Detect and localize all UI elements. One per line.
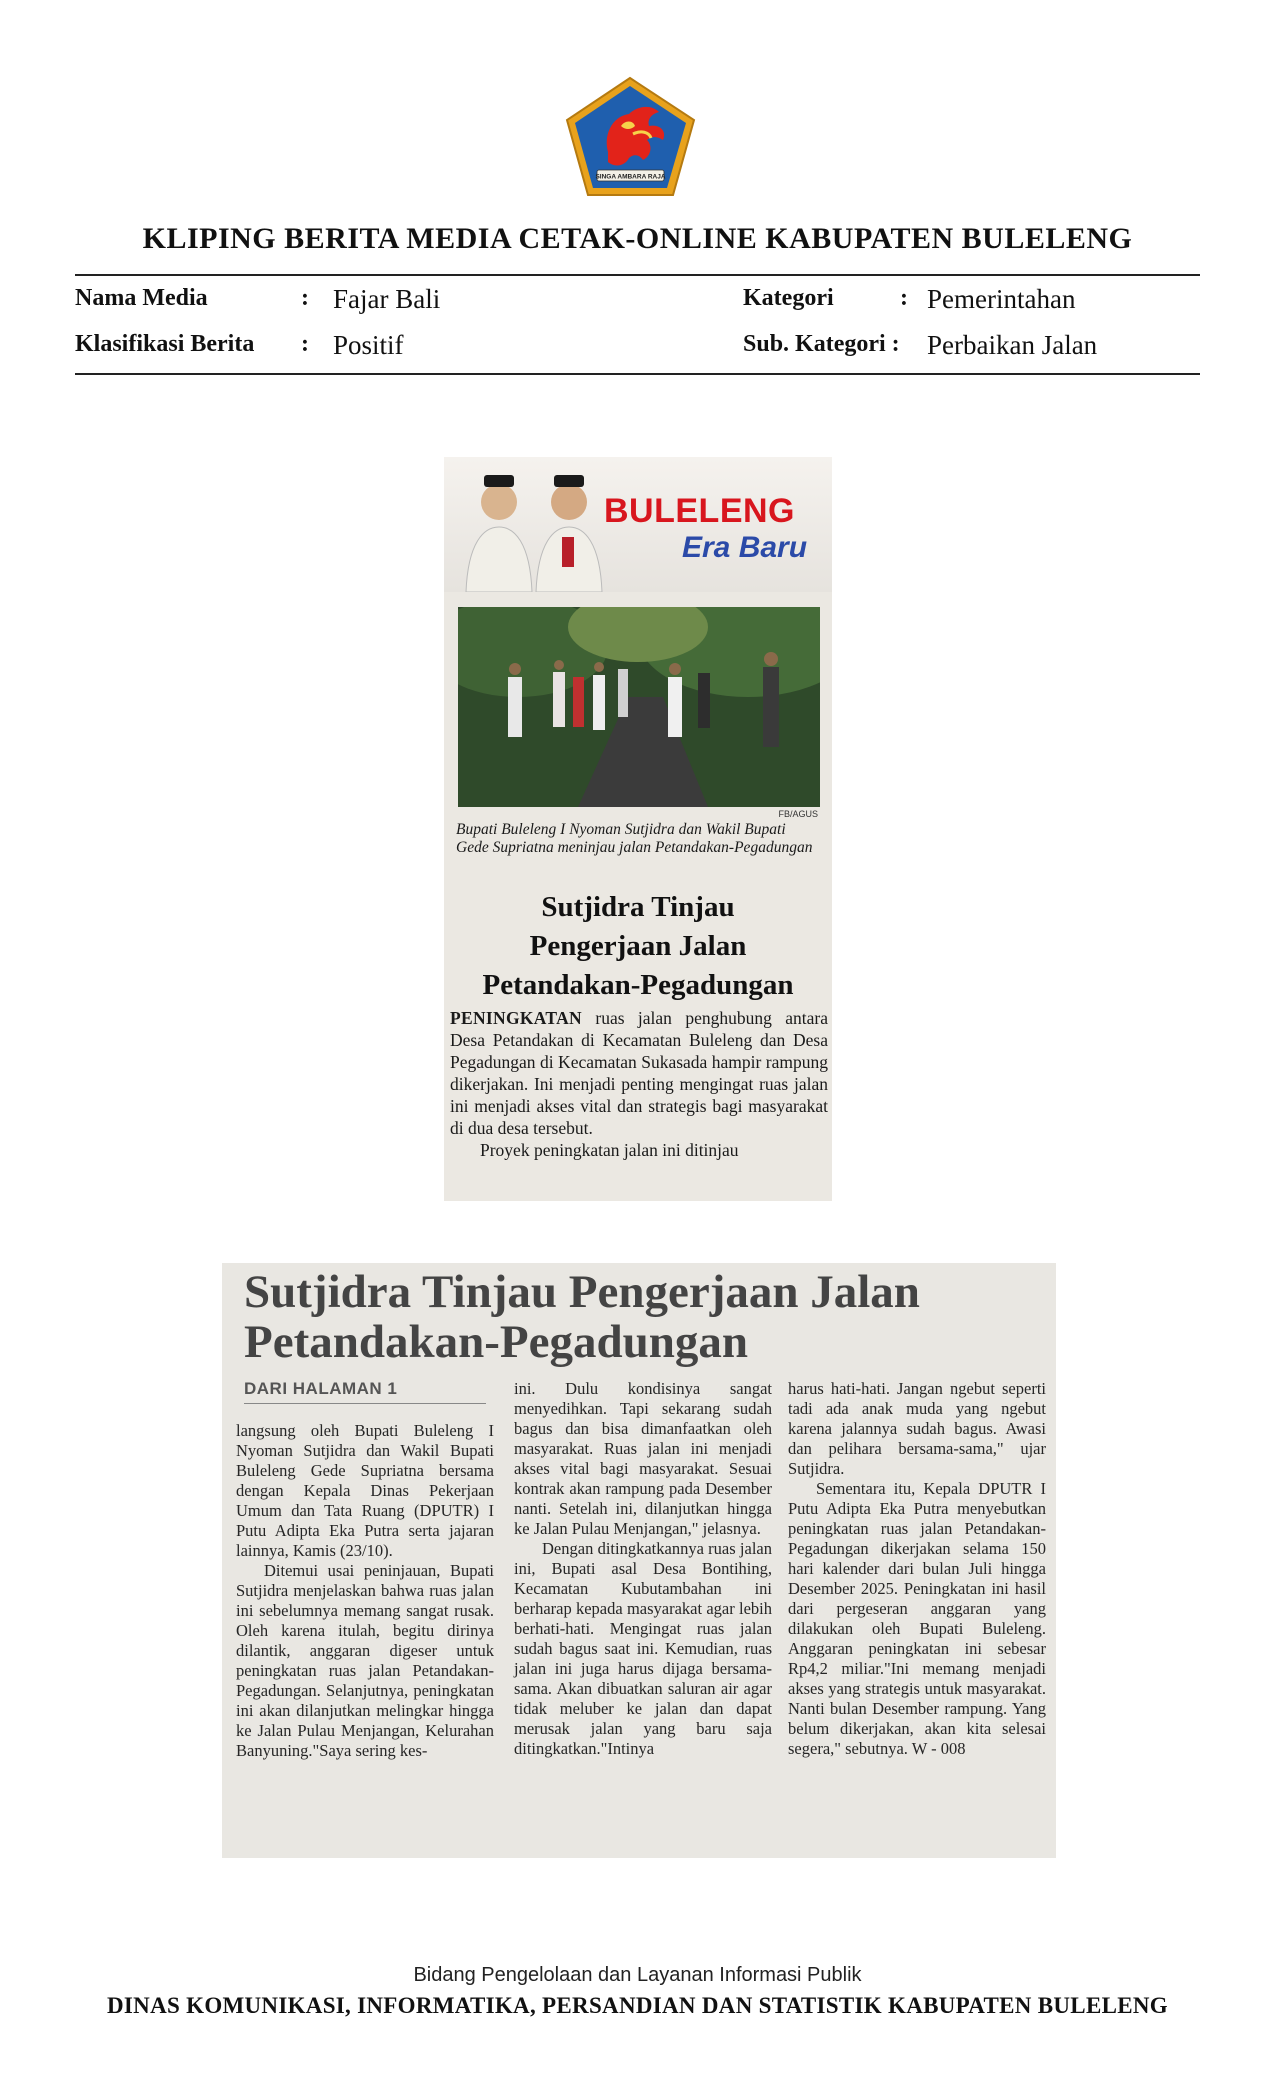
footer-agency: DINAS KOMUNIKASI, INFORMATIKA, PERSANDIAN DAN STATISTIK KABUPATEN BULELENG — [107, 1993, 1168, 2018]
column-1-paragraph-2: Ditemui usai peninjauan, Bupati Sutjidra menjelaskan bahwa ruas jalan ini sebelumnya memang sangat rusak. Oleh karena itulah, begitu dirinya dilantik, anggaran digeser untuk peningkatan ruas jalan Petandakan-Pegadungan. Selanjutnya, peningkatan ini akan dilanjutkan melingkar hingga ke Jalan Pulau Menjangan, Kelurahan Banyuning."Saya sering kes- — [236, 1561, 494, 1760]
top-rule — [75, 274, 1200, 276]
photo-caption: Bupati Buleleng I Nyoman Sutjidra dan Wakil Bupati Gede Supriatna meninjau jalan Petandakan-Pegadungan — [456, 821, 813, 856]
meta-bottom-rule — [75, 373, 1200, 375]
article-body — [450, 1007, 828, 1161]
klasifikasi-colon: : — [301, 331, 309, 357]
subkategori-value: Perbaikan Jalan — [927, 330, 1098, 360]
body-paragraph-1: ruas jalan penghubung antara Desa Petandakan di Kecamatan Buleleng dan Desa Pegadungan di Kecamatan Sukasada hampir rampung dikerjakan. Ini menjadi penting mengingat ruas jalan ini menjadi akses vital dan strategis bagi masyarakat di dua desa tersebut. — [450, 1008, 828, 1138]
footer-division: Bidang Pengelolaan dan Layanan Informasi Publik — [413, 1964, 862, 1986]
kategori-label: Kategori — [743, 285, 834, 311]
media-label: Nama Media — [75, 285, 208, 311]
klasifikasi-value: Positif — [333, 330, 404, 360]
article-column-3 — [788, 1379, 1046, 1759]
media-colon: : — [301, 285, 309, 311]
banner-title: BULELENG — [604, 492, 795, 530]
headline-line-3: Petandakan-Pegadungan — [482, 969, 794, 1001]
headline-line-1: Sutjidra Tinjau — [541, 891, 735, 923]
continuation-headline-line-2: Petandakan-Pegadungan — [244, 1316, 749, 1368]
section-banner — [444, 457, 832, 592]
road-inspection-photo — [458, 607, 820, 807]
article-column-2 — [514, 1379, 772, 1759]
lead-word: PENINGKATAN — [450, 1008, 582, 1028]
kategori-colon: : — [900, 285, 908, 311]
banner-subtitle: Era Baru — [682, 531, 808, 564]
column-3-paragraph-2: Sementara itu, Kepala DPUTR I Putu Adipta Eka Putra menyebutkan peningkatan ruas jalan Petandakan-Pegadungan dikerjakan selama 150 hari kalender dari bulan Juli hingga Desember 2025. Peningkatan ini hasil dari pergeseran anggaran yang dilakukan oleh Bupati Buleleng. Anggaran peningkatan ini sebesar Rp4,2 miliar."Ini memang menjadi akses yang strategis untuk masyarakat. Nanti bulan Desember rampung. Yang belum dikerjakan, akan kita selesai segera," sebutnya. W - 008 — [788, 1479, 1046, 1758]
column-2-paragraph-1: ini. Dulu kondisinya sangat menyedihkan. Tapi sekarang sudah bagus dan bisa dimanfaatkan oleh masyarakat. Ruas jalan ini menjadi akses vital bagi masyarakat. Sesuai kontrak akan rampung pada Desember nanti. Setelah ini, dilanjutkan hingga ke Jalan Pulau Menjangan," jelasnya. — [514, 1379, 772, 1538]
subkategori-label: Sub. Kategori : — [743, 331, 900, 357]
logo-motto: SINGA AMBARA RAJA — [595, 173, 666, 181]
newspaper-clipping-front — [444, 457, 832, 1201]
continuation-headline-line-1: Sutjidra Tinjau Pengerjaan Jalan — [244, 1266, 920, 1318]
article-headline — [444, 888, 832, 1005]
kategori-value: Pemerintahan — [927, 284, 1076, 314]
body-paragraph-2: Proyek peningkatan jalan ini ditinjau — [480, 1140, 739, 1160]
column-2-paragraph-2: Dengan ditingkatkannya ruas jalan ini, Bupati asal Desa Bontihing, Kecamatan Kubutambahan ini berharap kepada masyarakat agar lebih berhati-hati. Mengingat ruas jalan sudah bagus saat ini. Kemudian, ruas jalan ini juga harus dijaga bersama-sama. Akan dibuatkan saluran air agar tidak meluber ke jalan dan dapat merusak jalan yang baru saja ditingkatkan."Intinya — [514, 1539, 772, 1758]
continuation-kicker: DARI HALAMAN 1 — [244, 1379, 398, 1398]
kicker-rule — [244, 1403, 486, 1404]
headline-line-2: Pengerjaan Jalan — [529, 930, 747, 962]
column-3-paragraph-1: harus hati-hati. Jangan ngebut seperti tadi ada anak muda yang ngebut karena jalannya sudah bagus. Awasi dan pelihara bersama-sama," ujar Sutjidra. — [788, 1379, 1046, 1478]
continuation-headline — [244, 1267, 1044, 1367]
newspaper-clipping-continuation — [222, 1263, 1056, 1858]
buleleng-logo — [563, 74, 698, 199]
document-title: KLIPING BERITA MEDIA CETAK-ONLINE KABUPATEN BULELENG — [142, 222, 1133, 255]
column-1-paragraph-1: langsung oleh Bupati Buleleng I Nyoman Sutjidra dan Wakil Bupati Buleleng Gede Supriatna bersama dengan Kepala Dinas Pekerjaan Umum dan Tata Ruang (DPUTR) I Putu Adipta Eka Putra serta jajaran lainnya, Kamis (23/10). — [236, 1421, 494, 1560]
media-value: Fajar Bali — [333, 284, 441, 314]
article-column-1 — [236, 1421, 494, 1761]
officials-portrait-image — [454, 457, 614, 592]
klasifikasi-label: Klasifikasi Berita — [75, 331, 255, 357]
photo-credit: FB/AGUS — [778, 809, 818, 819]
